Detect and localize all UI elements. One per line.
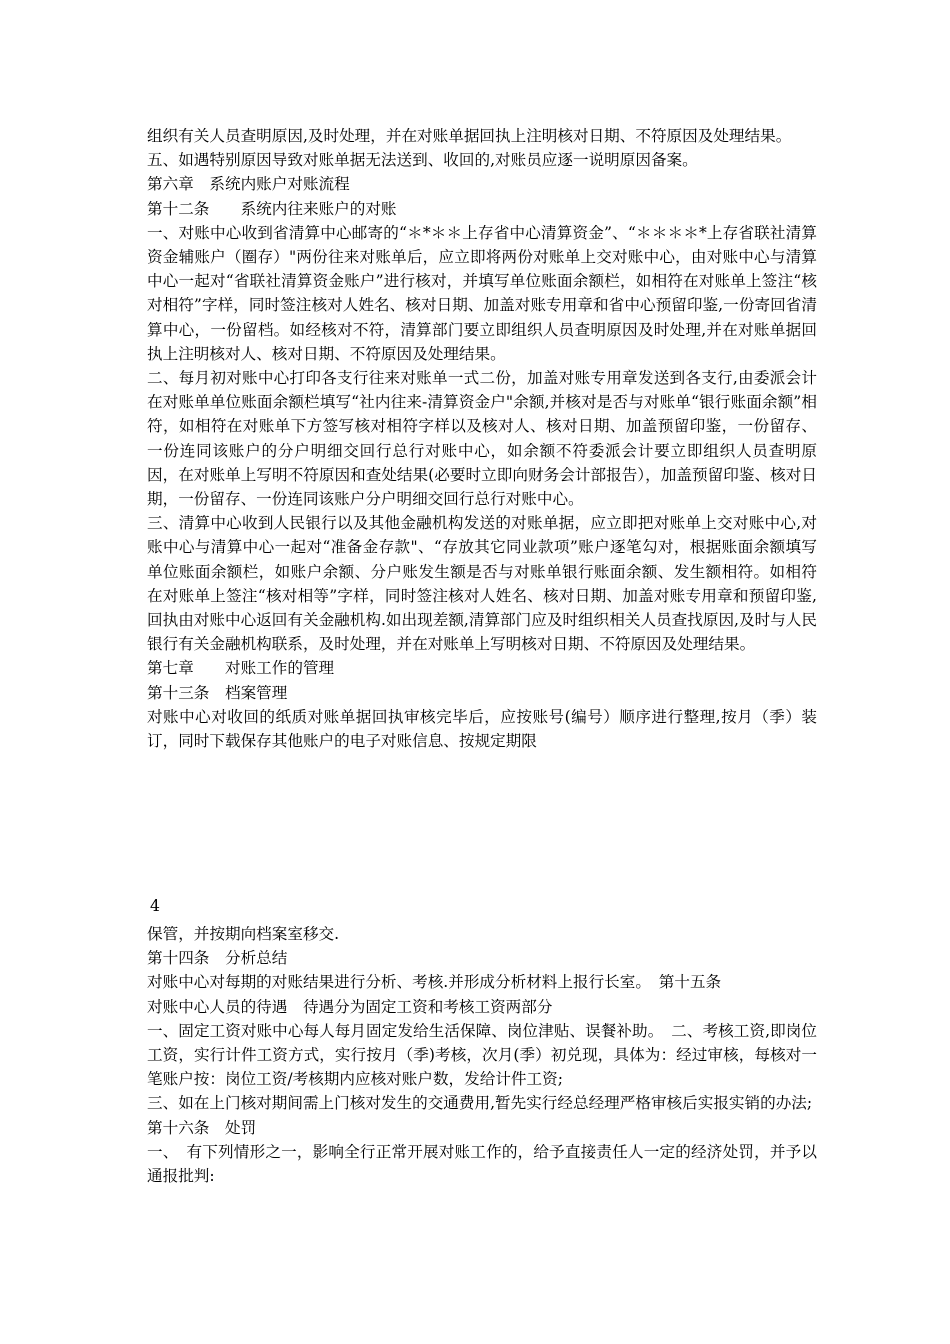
paragraph: 一、 有下列情形之一，影响全行正常开展对账工作的，给予直接责任人一定的经济处罚，并予以通报批判: <box>147 1142 817 1186</box>
paragraph: 五、如遇特别原因导致对账单据无法送到、收回的,对账员应逐一说明原因备案。 <box>147 151 698 170</box>
article-heading: 第十六条 处罚 <box>147 1118 257 1137</box>
paragraph: 二、每月初对账中心打印各支行往来对账单一式二份，加盖对账专用章发送到各支行,由委派会计在对账单单位账面余额栏填写“社内往来-清算资金户"余额,并核对是否与对账单“银行账面余额”相符，如相符在对账单下方签写核对相符字样以及核对人、核对日期、加盖预留印鉴，一份留存、一份连同该账户的分户明细交回行总行对账中心，如余额不符委派会计要立即组织人员查明原因，在对账单上写明不符原因和查处结果(必要时立即向财务会计部报告），加盖预留印鉴、核对日期，一份留存、一份连同该账户分户明细交回行总行对账中心。 <box>147 369 817 509</box>
chapter-heading: 第七章 对账工作的管理 <box>147 659 335 678</box>
article-heading: 第十二条 系统内往来账户的对账 <box>147 199 397 218</box>
paragraph: 对账中心对每期的对账结果进行分析、考核.并形成分析材料上报行长室。 第十五条 <box>147 973 722 992</box>
paragraph: 三、清算中心收到人民银行以及其他金融机构发送的对账单据，应立即把对账单上交对账中心,对账中心与清算中心一起对“准备金存款"、“存放其它同业款项”账户逐笔勾对，根据账面余额填写单位账面余额栏，如账户余额、分户账发生额是否与对账单银行账面余额、发生额相符。如相符在对账单上签注“核对相等”字样，同时签注核对人姓名、核对日期、加盖对账专用章和预留印鉴,回执由对账中心返回有关金融机构.如出现差额,清算部门应及时组织相关人员查找原因,及时与人民银行有关金融机构联系，及时处理，并在对账单上写明核对日期、不符原因及处理结果。 <box>147 514 817 654</box>
paragraph: 组织有关人员查明原因,及时处理，并在对账单据回执上注明核对日期、不符原因及处理结果。 <box>147 127 792 145</box>
page-number: 4 <box>150 897 160 915</box>
text-block-bottom <box>147 922 817 1188</box>
paragraph: 一、固定工资对账中心每人每月固定发给生活保障、岗位津贴、误餐补助。 二、考核工资,即岗位工资，实行计件工资方式，实行按月（季)考核，次月(季）初兑现，具体为：经过审核，每核对一笔账户按：岗位工资/考核期内应核对账户数，发给计件工资; <box>147 1021 817 1089</box>
paragraph: 对账中心对收回的纸质对账单据回执审核完毕后，应按账号(编号）顺序进行整理,按月（季）装订，同时下载保存其他账户的电子对账信息、按规定期限 <box>147 707 817 751</box>
article-heading: 第十三条 档案管理 <box>147 683 288 702</box>
chapter-heading: 第六章 系统内账户对账流程 <box>147 175 350 194</box>
paragraph: 保管，并按期向档案室移交. <box>147 925 340 943</box>
paragraph: 三、如在上门核对期间需上门核对发生的交通费用,暂先实行经总经理严格审核后实报实销的办法; <box>147 1094 813 1113</box>
paragraph: 对账中心人员的待遇 待遇分为固定工资和考核工资两部分 <box>147 997 553 1016</box>
paragraph: 一、对账中心收到省清算中心邮寄的“＊*＊＊上存省中心清算资金”、“＊＊＊＊*上存省联社清算资金辅账户（圈存）"两份往来对账单后，应立即将两份对账单上交对账中心，由对账中心与清算中心一起对“省联社清算资金账户”进行核对，并填写单位账面余额栏，如相符在对账单上签注“核对相符”字样，同时签注核对人姓名、核对日期、加盖对账专用章和省中心预留印鉴,一份寄回省清算中心，一份留档。如经核对不符，清算部门要立即组织人员查明原因及时处理,并在对账单据回执上注明核对人、核对日期、不符原因及处理结果。 <box>147 223 817 363</box>
article-heading: 第十四条 分析总结 <box>147 949 288 968</box>
text-block-top <box>147 124 817 753</box>
